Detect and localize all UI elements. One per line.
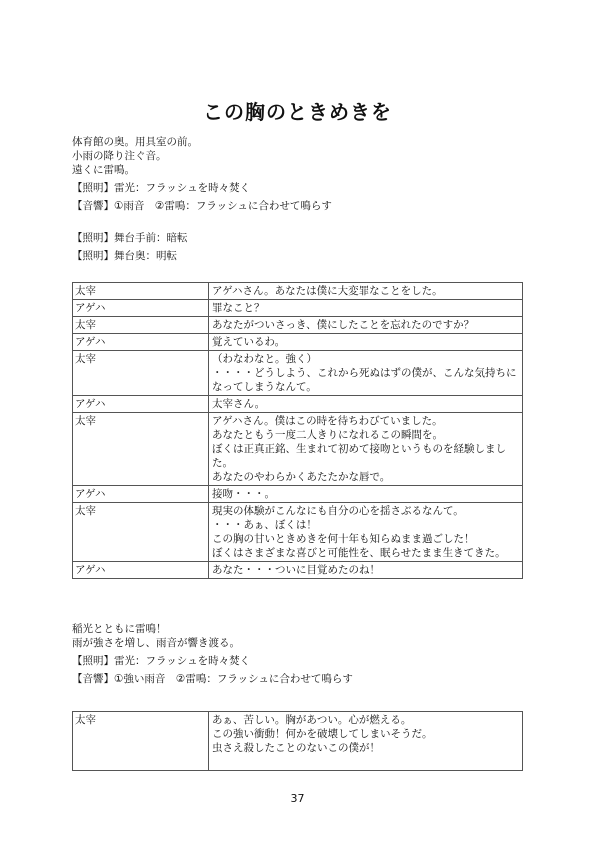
dialogue-line: あなたがついさっき、僕にしたことを忘れたのですか？ [212,319,475,331]
table-row [73,283,523,300]
dialogue-cell [209,396,523,413]
dialogue-line: あなたともう一度二人きりになれるこの瞬間を。 [212,429,443,441]
page-title: この胸のときめきを [203,100,392,124]
table-row [73,486,523,503]
speaker-cell: 太宰 [73,283,209,300]
dialogue-cell [209,712,523,771]
speaker-cell: 太宰 [73,503,209,562]
dialogue-line: 太宰さん。 [212,398,266,410]
dialogue-line: 接吻・・・。 [212,488,275,500]
dialogue-table [72,711,523,771]
lighting-cue: 【照明】舞台手前：暗転 [72,232,188,244]
dialogue-line: ぼくはさまざまな喜びと可能性を、眠らせたまま生きてきた。 [212,547,506,559]
dialogue-line: 現実の体験がこんなにも自分の心を揺さぶるなんて。 [212,505,464,517]
stage-directions-mid [72,622,532,686]
table-row [73,317,523,334]
dialogue-cell [209,334,523,351]
speaker-cell: 太宰 [73,712,209,771]
lighting-cue: 【照明】雷光：フラッシュを時々焚く [72,655,251,667]
sound-cue: 【音響】①雨音 ②雷鳴：フラッシュに合わせて鳴らす [72,200,332,212]
stage-direction: 小雨の降り注ぐ音。 [72,150,167,162]
stage-direction: 体育館の奥。用具室の前。 [72,136,198,148]
stage-direction: 稲光とともに雷鳴！ [72,623,167,635]
stage-directions-intro [72,135,532,263]
dialogue-cell [209,351,523,396]
table-row [73,562,523,579]
dialogue-line: ・・・・どうしよう、これから死ぬはずの僕が、こんな気持ちになってしまうなんて。 [212,367,517,393]
speaker-cell: 太宰 [73,413,209,486]
dialogue-line: ぼくは正真正銘、生まれて初めて接吻というものを経験しました。 [212,443,506,469]
page-number: 37 [290,792,305,805]
dialogue-line: この胸の甘いときめきを何十年も知らぬまま過ごした！ [212,533,475,545]
dialogue-line: あぁ、苦しい。胸があつい。心が燃える。 [212,714,412,726]
table-row [73,300,523,317]
dialogue-line: ・・・あぁ、ぼくは！ [212,519,317,531]
table-row [73,396,523,413]
speaker-cell: アゲハ [73,334,209,351]
speaker-cell: アゲハ [73,396,209,413]
stage-direction: 雨が強さを増し、雨音が響き渡る。 [72,637,240,649]
table-row [73,712,523,771]
dialogue-table [72,282,523,579]
speaker-cell: 太宰 [73,317,209,334]
lighting-cue: 【照明】雷光：フラッシュを時々焚く [72,182,251,194]
table-row [73,413,523,486]
dialogue-line: 覚えているわ。 [212,336,286,348]
dialogue-cell [209,562,523,579]
speaker-cell: アゲハ [73,300,209,317]
dialogue-cell [209,300,523,317]
stage-direction: 遠くに雷鳴。 [72,164,135,176]
dialogue-cell [209,503,523,562]
dialogue-line: アゲハさん。僕はこの時を待ちわびていました。 [212,415,443,427]
sound-cue: 【音響】①強い雨音 ②雷鳴：フラッシュに合わせて鳴らす [72,673,353,685]
dialogue-line: 罪なこと？ [212,302,265,314]
dialogue-cell [209,486,523,503]
dialogue-line: あなたのやわらかくあたたかな唇で。 [212,471,391,483]
dialogue-line: あなた・・・ついに目覚めたのね！ [212,564,380,576]
lighting-cue: 【照明】舞台奥：明転 [72,250,177,262]
dialogue-cell [209,413,523,486]
speaker-cell: アゲハ [73,562,209,579]
dialogue-line [212,755,520,769]
table-row [73,351,523,396]
dialogue-line: この強い衝動！何かを破壊してしまいそうだ。 [212,728,433,740]
dialogue-cell [209,317,523,334]
dialogue-line: （わなわなと。強く） [212,353,317,365]
dialogue-line: 虫さえ殺したことのないこの僕が！ [212,742,380,754]
table-row [73,334,523,351]
dialogue-cell [209,283,523,300]
speaker-cell: アゲハ [73,486,209,503]
dialogue-line: アゲハさん。あなたは僕に大変罪なことをした。 [212,285,443,297]
table-row [73,503,523,562]
speaker-cell: 太宰 [73,351,209,396]
